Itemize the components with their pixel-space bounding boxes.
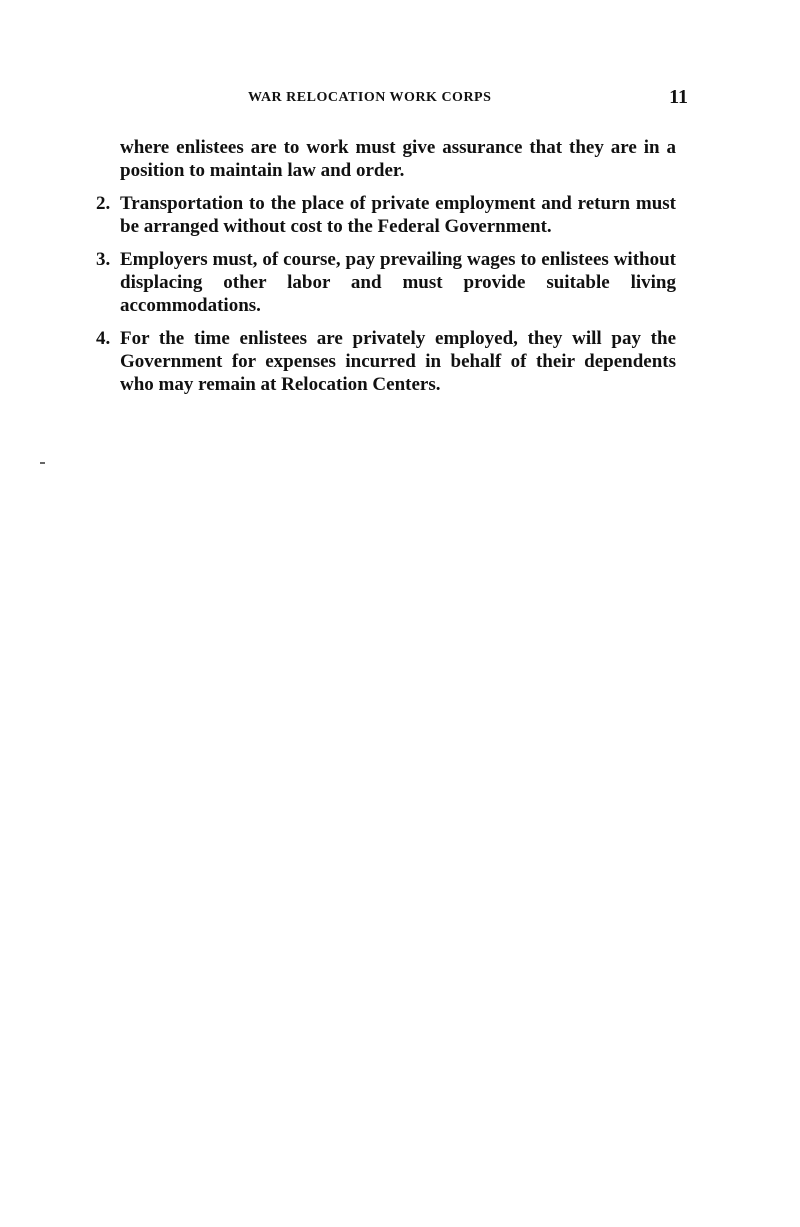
list-item-number: 3. — [96, 249, 111, 270]
list-item-text: Employers must, of course, pay prevailing wages to enlistees without displacing other labor and must provide suitable living accommodations. — [120, 249, 676, 316]
list-item — [96, 327, 676, 396]
scan-speck — [40, 462, 45, 464]
list-item — [96, 248, 676, 317]
running-title: WAR RELOCATION WORK CORPS — [248, 90, 492, 105]
list-item-text: Transportation to the place of private employment and return must be arranged without cost to the Federal Government. — [120, 193, 676, 237]
body-text — [96, 136, 676, 406]
page-number: 11 — [669, 86, 688, 108]
list-item-number: 4. — [96, 328, 111, 349]
running-head — [120, 86, 688, 114]
list-item-text: For the time enlistees are privately employed, they will pay the Government for expenses incurred in behalf of their dependents who may remain at Relocation Centers. — [120, 328, 676, 395]
continuation-paragraph: where enlistees are to work must give assurance that they are in a position to maintain law and order. — [120, 137, 676, 181]
list-item-number: 2. — [96, 193, 111, 214]
list-item — [96, 192, 676, 238]
